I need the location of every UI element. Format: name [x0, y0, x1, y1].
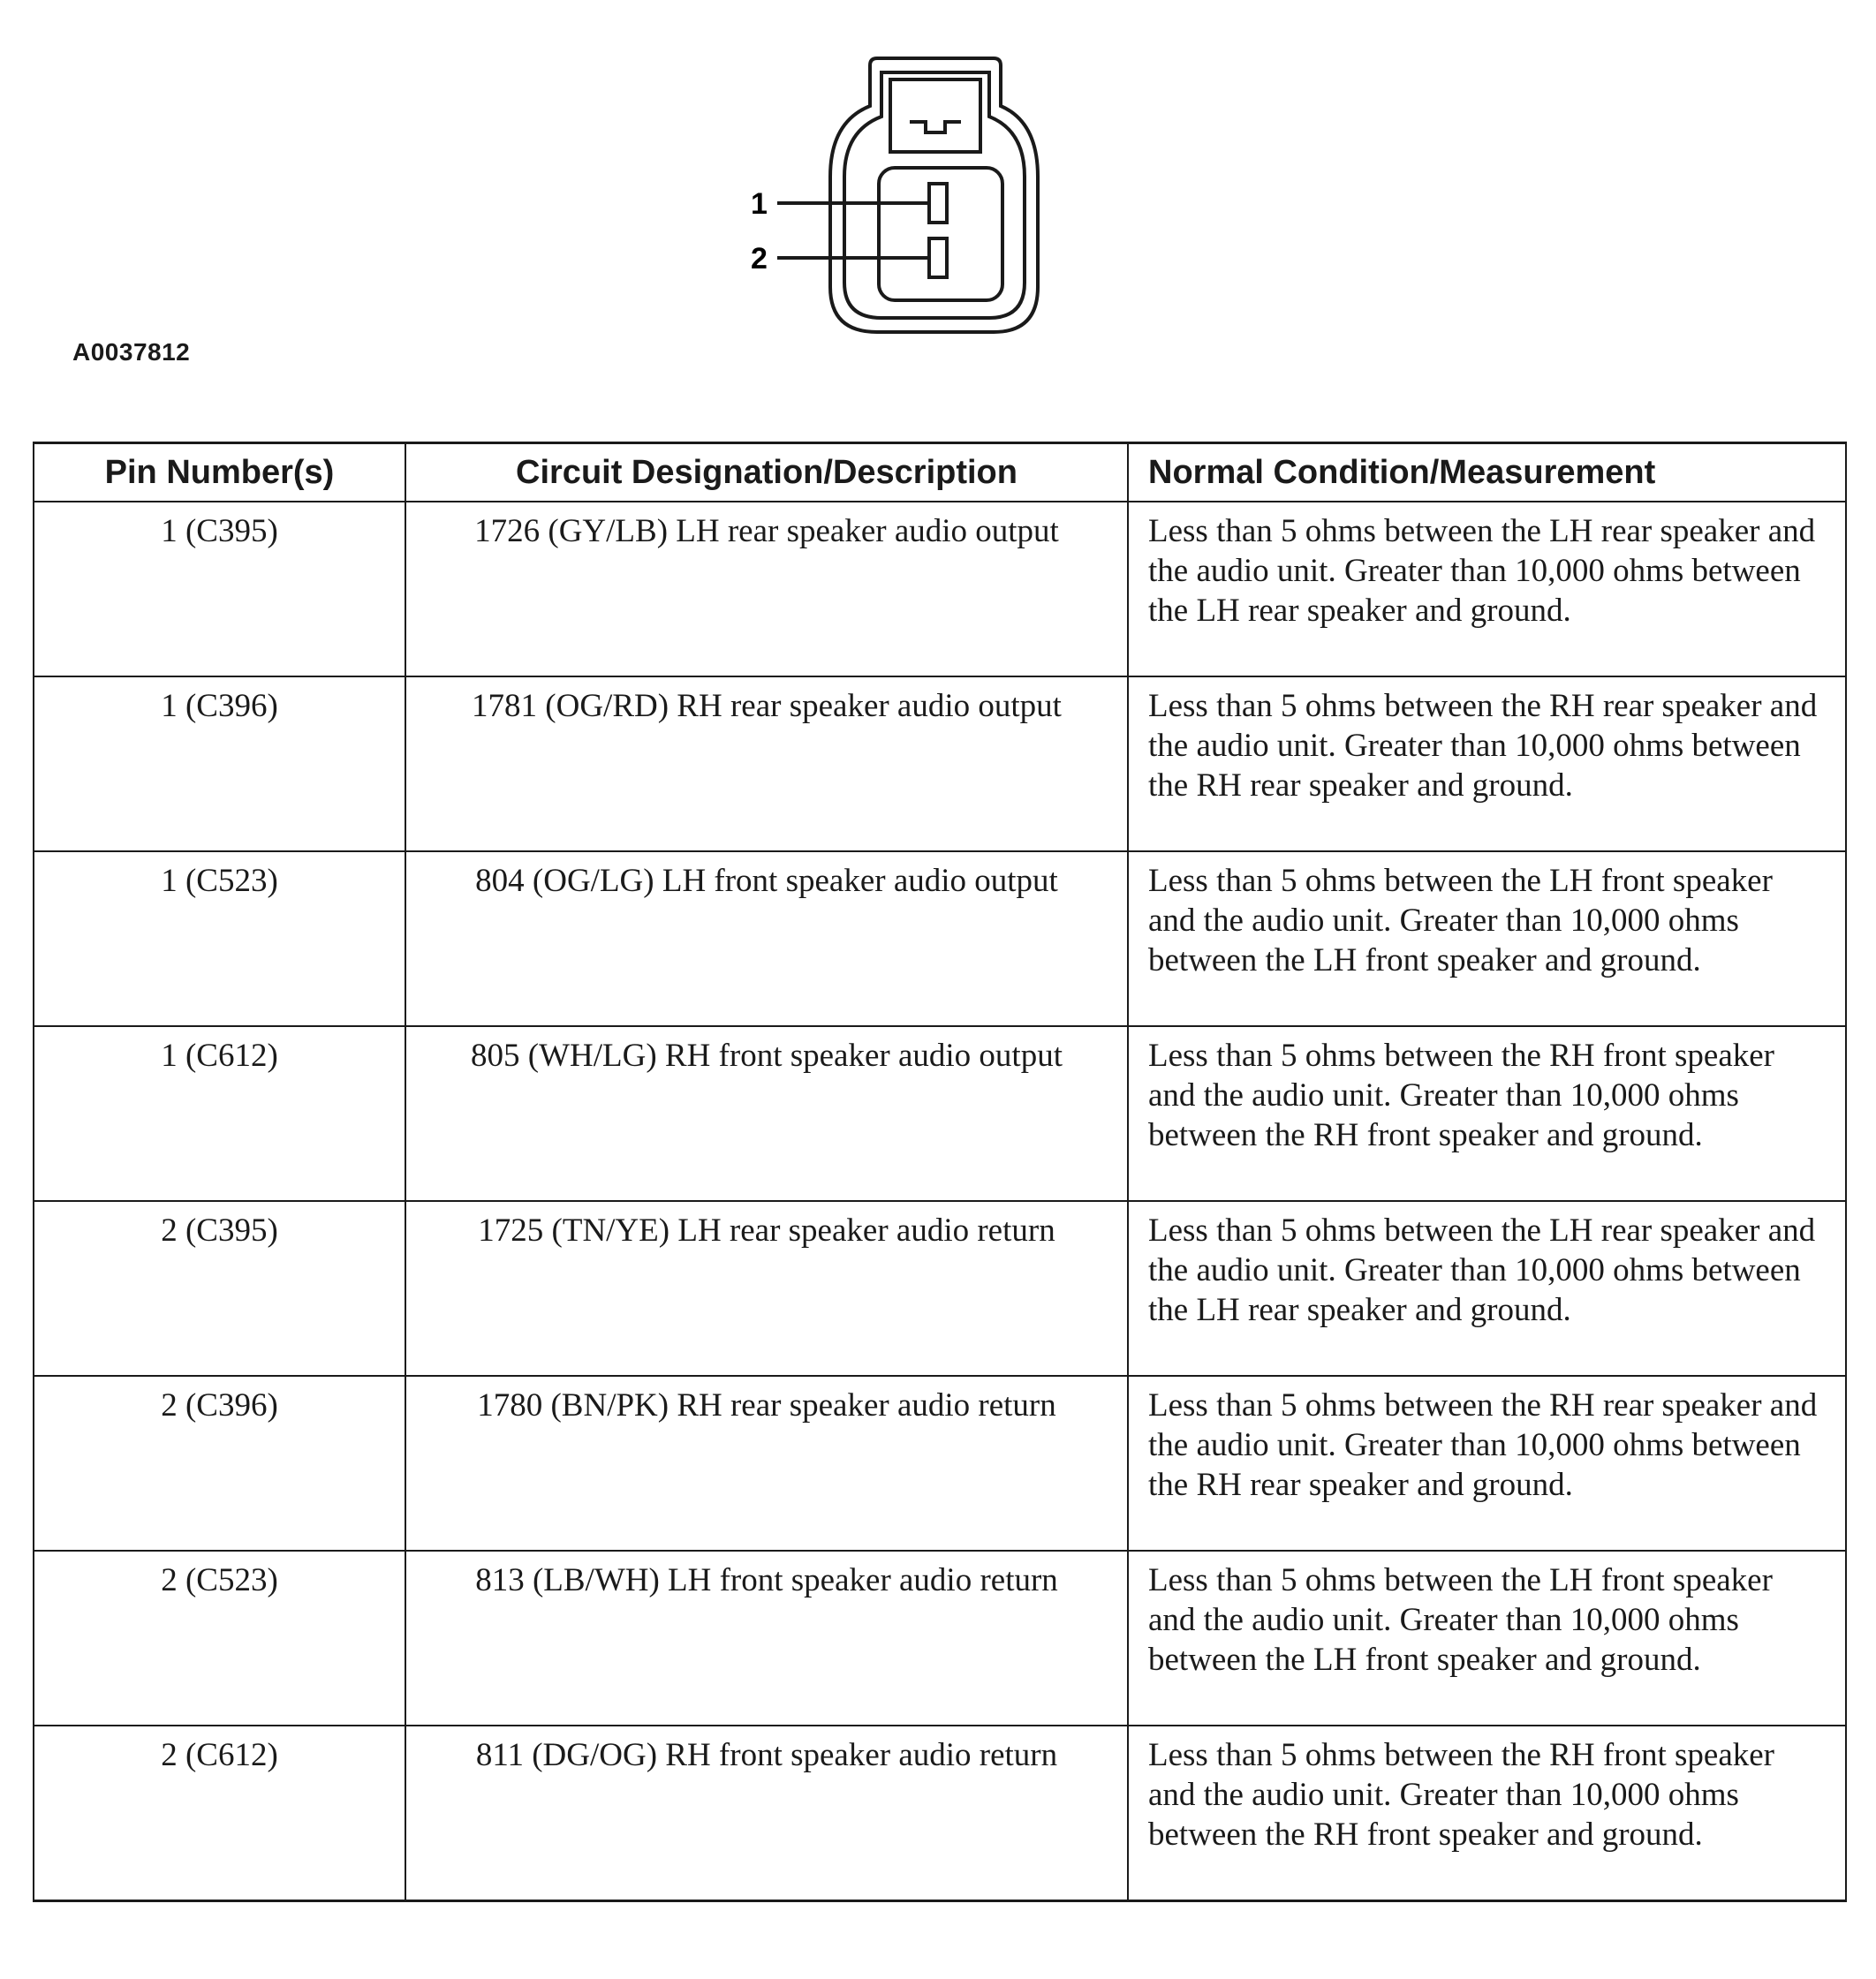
table-row [34, 1551, 1846, 1726]
pin-1-label: 1 [751, 187, 768, 221]
circuit-cell: 1780 (BN/PK) RH rear speaker audio return [405, 1376, 1128, 1551]
circuit-cell: 811 (DG/OG) RH front speaker audio return [405, 1726, 1128, 1900]
condition-cell: Less than 5 ohms between the RH front speaker and the audio unit. Greater than 10,000 ohms between the RH front speaker and ground. [1128, 1726, 1846, 1900]
locking-tab-notch [910, 122, 961, 132]
pin-cell: 2 (C612) [34, 1726, 405, 1900]
table-row [34, 1026, 1846, 1201]
pin-cell: 1 (C396) [34, 676, 405, 851]
pin-cell: 1 (C523) [34, 851, 405, 1026]
condition-cell: Less than 5 ohms between the LH rear speaker and the audio unit. Greater than 10,000 ohms between the LH rear speaker and ground. [1128, 1201, 1846, 1376]
figure-id: A0037812 [72, 338, 191, 366]
circuit-cell: 805 (WH/LG) RH front speaker audio output [405, 1026, 1128, 1201]
pin-2-terminal [929, 238, 947, 277]
pin-cell: 2 (C395) [34, 1201, 405, 1376]
table-row [34, 1201, 1846, 1376]
connector-inner-shell [844, 72, 1025, 318]
table-row [34, 1726, 1846, 1900]
condition-cell: Less than 5 ohms between the RH rear speaker and the audio unit. Greater than 10,000 ohms between the RH rear speaker and ground. [1128, 1376, 1846, 1551]
connector-outer-shell [830, 58, 1038, 332]
condition-cell: Less than 5 ohms between the LH front speaker and the audio unit. Greater than 10,000 ohms between the LH front speaker and ground. [1128, 1551, 1846, 1726]
pin-cell: 1 (C612) [34, 1026, 405, 1201]
condition-cell: Less than 5 ohms between the LH rear speaker and the audio unit. Greater than 10,000 ohms between the LH rear speaker and ground. [1128, 502, 1846, 676]
table-row [34, 676, 1846, 851]
circuit-cell: 1726 (GY/LB) LH rear speaker audio output [405, 502, 1128, 676]
pin-2-label: 2 [751, 242, 768, 276]
condition-cell: Less than 5 ohms between the LH front speaker and the audio unit. Greater than 10,000 ohms between the LH front speaker and ground. [1128, 851, 1846, 1026]
pin-cell: 2 (C396) [34, 1376, 405, 1551]
header-normal-condition: Normal Condition/Measurement [1128, 443, 1846, 502]
table-row [34, 502, 1846, 676]
pin-table [33, 442, 1847, 1902]
circuit-cell: 813 (LB/WH) LH front speaker audio return [405, 1551, 1128, 1726]
connector-diagram [724, 53, 1060, 344]
table-row [34, 1376, 1846, 1551]
pin-1-terminal [929, 184, 947, 223]
circuit-cell: 804 (OG/LG) LH front speaker audio output [405, 851, 1128, 1026]
terminal-block [879, 168, 1002, 300]
connector-face-drawing [724, 53, 1060, 344]
circuit-cell: 1725 (TN/YE) LH rear speaker audio return [405, 1201, 1128, 1376]
table-row [34, 851, 1846, 1026]
table-header-row [34, 443, 1846, 502]
header-circuit-description: Circuit Designation/Description [405, 443, 1128, 502]
pin-cell: 1 (C395) [34, 502, 405, 676]
circuit-cell: 1781 (OG/RD) RH rear speaker audio output [405, 676, 1128, 851]
locking-tab [890, 79, 980, 152]
pin-cell: 2 (C523) [34, 1551, 405, 1726]
header-pin-numbers: Pin Number(s) [34, 443, 405, 502]
condition-cell: Less than 5 ohms between the RH rear speaker and the audio unit. Greater than 10,000 ohms between the RH rear speaker and ground. [1128, 676, 1846, 851]
condition-cell: Less than 5 ohms between the RH front speaker and the audio unit. Greater than 10,000 ohms between the RH front speaker and ground. [1128, 1026, 1846, 1201]
